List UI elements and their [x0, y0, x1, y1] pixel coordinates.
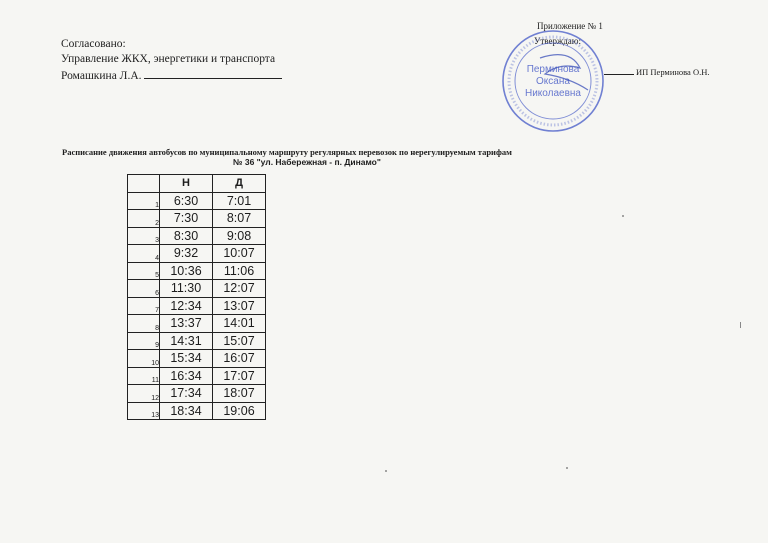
table-row [128, 245, 266, 263]
departure-d: 18:07 [213, 385, 266, 403]
approve-label: Утверждаю: [534, 36, 582, 46]
row-number: 3 [128, 227, 160, 245]
agreed-organization: Управление ЖКХ, энергетики и транспорта [61, 53, 276, 65]
departure-n: 17:34 [160, 385, 213, 403]
corner-cell [128, 175, 160, 193]
departure-n: 8:30 [160, 227, 213, 245]
departure-d: 9:08 [213, 227, 266, 245]
owner-row [604, 66, 710, 77]
stamp-line-3: Николаевна [525, 88, 581, 99]
departure-d: 11:06 [213, 262, 266, 280]
agreement-block [61, 37, 282, 84]
row-number: 2 [128, 210, 160, 228]
column-header-n: Н [160, 175, 213, 193]
owner-signature-line [604, 66, 634, 75]
table-header-row [128, 175, 266, 193]
scan-speck [566, 467, 568, 469]
official-stamp [500, 28, 606, 134]
departure-d: 16:07 [213, 350, 266, 368]
departure-n: 18:34 [160, 402, 213, 420]
agreed-label: Согласовано: [61, 38, 126, 50]
row-number: 13 [128, 402, 160, 420]
stamp-line-2: Оксана [536, 76, 570, 87]
row-number: 12 [128, 385, 160, 403]
departure-n: 10:36 [160, 262, 213, 280]
row-number: 10 [128, 350, 160, 368]
agreed-person-row [61, 67, 282, 84]
departure-n: 12:34 [160, 297, 213, 315]
departure-n: 7:30 [160, 210, 213, 228]
schedule-title: Расписание движения автобусов по муниципальному маршруту регулярных перевозок по нерегулируемым тарифам [62, 147, 512, 157]
table-row [128, 350, 266, 368]
row-number: 6 [128, 280, 160, 298]
row-number: 8 [128, 315, 160, 333]
table-row [128, 367, 266, 385]
row-number: 1 [128, 192, 160, 210]
row-number: 11 [128, 367, 160, 385]
table-row [128, 280, 266, 298]
signature-line [144, 67, 282, 79]
table-row [128, 297, 266, 315]
table-row [128, 332, 266, 350]
route-title: № 36 "ул. Набережная - п. Динамо" [233, 157, 381, 167]
stamp-line-1: Перминова [526, 64, 580, 75]
departure-d: 19:06 [213, 402, 266, 420]
table-row [128, 227, 266, 245]
scan-speck [740, 322, 741, 328]
departure-d: 14:01 [213, 315, 266, 333]
departure-d: 13:07 [213, 297, 266, 315]
row-number: 4 [128, 245, 160, 263]
table-row [128, 262, 266, 280]
table-row [128, 192, 266, 210]
appendix-label: Приложение № 1 [537, 21, 603, 31]
row-number: 7 [128, 297, 160, 315]
table-row [128, 385, 266, 403]
owner-name: ИП Перминова О.Н. [636, 67, 710, 77]
departure-d: 10:07 [213, 245, 266, 263]
departure-n: 16:34 [160, 367, 213, 385]
departure-d: 12:07 [213, 280, 266, 298]
departure-n: 11:30 [160, 280, 213, 298]
table-row [128, 402, 266, 420]
agreed-person: Ромашкина Л.А. [61, 70, 142, 82]
departure-d: 17:07 [213, 367, 266, 385]
schedule-table [127, 174, 266, 420]
departure-n: 15:34 [160, 350, 213, 368]
table-row [128, 315, 266, 333]
row-number: 5 [128, 262, 160, 280]
departure-n: 14:31 [160, 332, 213, 350]
departure-d: 15:07 [213, 332, 266, 350]
departure-n: 9:32 [160, 245, 213, 263]
departure-n: 13:37 [160, 315, 213, 333]
departure-n: 6:30 [160, 192, 213, 210]
row-number: 9 [128, 332, 160, 350]
table-row [128, 210, 266, 228]
departure-d: 8:07 [213, 210, 266, 228]
scan-speck [622, 215, 624, 217]
departure-d: 7:01 [213, 192, 266, 210]
column-header-d: Д [213, 175, 266, 193]
scan-speck [385, 470, 387, 472]
